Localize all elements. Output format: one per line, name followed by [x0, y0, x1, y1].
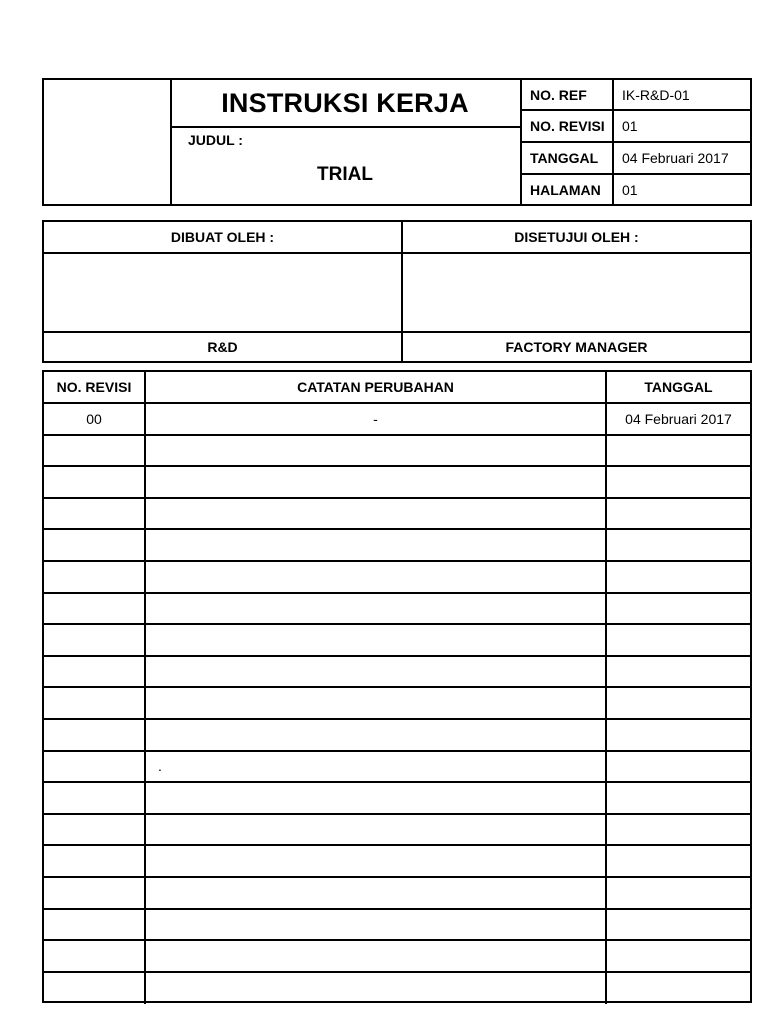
cell-no-revisi	[44, 783, 146, 813]
cell-catatan	[146, 720, 607, 750]
table-row	[44, 846, 750, 878]
cell-tanggal	[607, 752, 750, 782]
cell-no-revisi	[44, 720, 146, 750]
document-title: INSTRUKSI KERJA	[221, 87, 469, 118]
revision-table	[42, 370, 752, 1003]
table-row	[44, 436, 750, 468]
table-row	[44, 720, 750, 752]
cell-catatan	[146, 815, 607, 845]
made-by-label: DIBUAT OLEH :	[170, 229, 275, 245]
cell-no-revisi	[44, 973, 146, 1005]
cell-no-revisi	[44, 530, 146, 560]
tanggal-label: TANGGAL	[530, 150, 599, 166]
table-row	[44, 783, 750, 815]
cell-no-revisi	[44, 499, 146, 529]
table-row	[44, 594, 750, 626]
cell-catatan	[146, 910, 607, 940]
approved-by-role: FACTORY MANAGER	[505, 339, 648, 355]
cell-tanggal	[607, 720, 750, 750]
table-row	[44, 467, 750, 499]
cell-no-revisi	[44, 878, 146, 908]
table-row	[44, 562, 750, 594]
cell-tanggal	[607, 594, 750, 624]
table-row	[44, 941, 750, 973]
revision-table-header	[44, 372, 750, 404]
cell-tanggal	[607, 530, 750, 560]
cell-no-revisi	[44, 910, 146, 940]
col-header-no-revisi: NO. REVISI	[44, 372, 146, 402]
cell-catatan	[146, 562, 607, 592]
cell-no-revisi	[44, 657, 146, 687]
cell-tanggal	[607, 846, 750, 876]
cell-tanggal	[607, 657, 750, 687]
cell-tanggal	[607, 941, 750, 971]
cell-catatan	[146, 846, 607, 876]
table-row	[44, 657, 750, 689]
cell-no-revisi	[44, 846, 146, 876]
no-revisi-label: NO. REVISI	[530, 118, 605, 134]
cell-catatan	[146, 436, 607, 466]
table-row	[44, 878, 750, 910]
cell-tanggal	[607, 499, 750, 529]
cell-catatan	[146, 878, 607, 908]
table-row	[44, 815, 750, 847]
judul-label: JUDUL :	[188, 132, 243, 148]
cell-tanggal	[607, 436, 750, 466]
cell-tanggal	[607, 467, 750, 497]
document-title-cell	[170, 78, 522, 128]
cell-tanggal	[607, 973, 750, 1005]
tanggal-value: 04 Februari 2017	[622, 150, 729, 166]
made-by-signature-area	[44, 254, 401, 331]
table-row	[44, 910, 750, 942]
cell-no-revisi	[44, 752, 146, 782]
cell-catatan	[146, 467, 607, 497]
cell-tanggal	[607, 815, 750, 845]
cell-catatan	[146, 688, 607, 718]
col-header-catatan: CATATAN PERUBAHAN	[146, 372, 607, 402]
cell-no-revisi: 00	[44, 404, 146, 434]
cell-tanggal	[607, 910, 750, 940]
cell-no-revisi	[44, 467, 146, 497]
judul-cell	[170, 126, 522, 206]
cell-catatan	[146, 499, 607, 529]
table-row	[44, 688, 750, 720]
cell-tanggal	[607, 783, 750, 813]
cell-tanggal	[607, 878, 750, 908]
meta-grid	[520, 78, 752, 206]
cell-no-revisi	[44, 436, 146, 466]
col-header-tanggal: TANGGAL	[644, 379, 713, 395]
cell-no-revisi	[44, 562, 146, 592]
table-row	[44, 752, 750, 784]
cell-catatan	[146, 594, 607, 624]
cell-no-revisi	[44, 941, 146, 971]
table-row	[44, 973, 750, 1005]
table-row	[44, 499, 750, 531]
table-row	[44, 625, 750, 657]
cell-catatan	[146, 783, 607, 813]
approved-by-label: DISETUJUI OLEH :	[514, 229, 639, 245]
cell-no-revisi	[44, 688, 146, 718]
made-by-role: R&D	[207, 339, 238, 355]
cell-catatan	[146, 657, 607, 687]
cell-catatan	[146, 530, 607, 560]
no-revisi-value: 01	[622, 118, 638, 134]
table-row	[44, 530, 750, 562]
approval-block	[42, 220, 752, 363]
no-ref-value: IK-R&D-01	[622, 86, 690, 103]
cell-catatan	[146, 941, 607, 971]
cell-tanggal	[607, 688, 750, 718]
halaman-label: HALAMAN	[530, 181, 601, 198]
judul-value: TRIAL	[317, 164, 373, 185]
cell-tanggal	[607, 562, 750, 592]
no-ref-label: NO. REF	[530, 86, 587, 103]
table-row	[44, 404, 750, 436]
cell-tanggal	[607, 625, 750, 655]
cell-catatan	[146, 625, 607, 655]
cell-tanggal: 04 Februari 2017	[625, 410, 732, 427]
cell-no-revisi	[44, 815, 146, 845]
approved-by-signature-area	[403, 254, 750, 331]
logo-box	[42, 78, 172, 206]
cell-catatan: -	[146, 404, 607, 434]
cell-no-revisi	[44, 594, 146, 624]
cell-no-revisi	[44, 625, 146, 655]
halaman-value: 01	[622, 181, 638, 198]
cell-catatan	[146, 973, 607, 1005]
cell-catatan: .	[146, 752, 607, 782]
